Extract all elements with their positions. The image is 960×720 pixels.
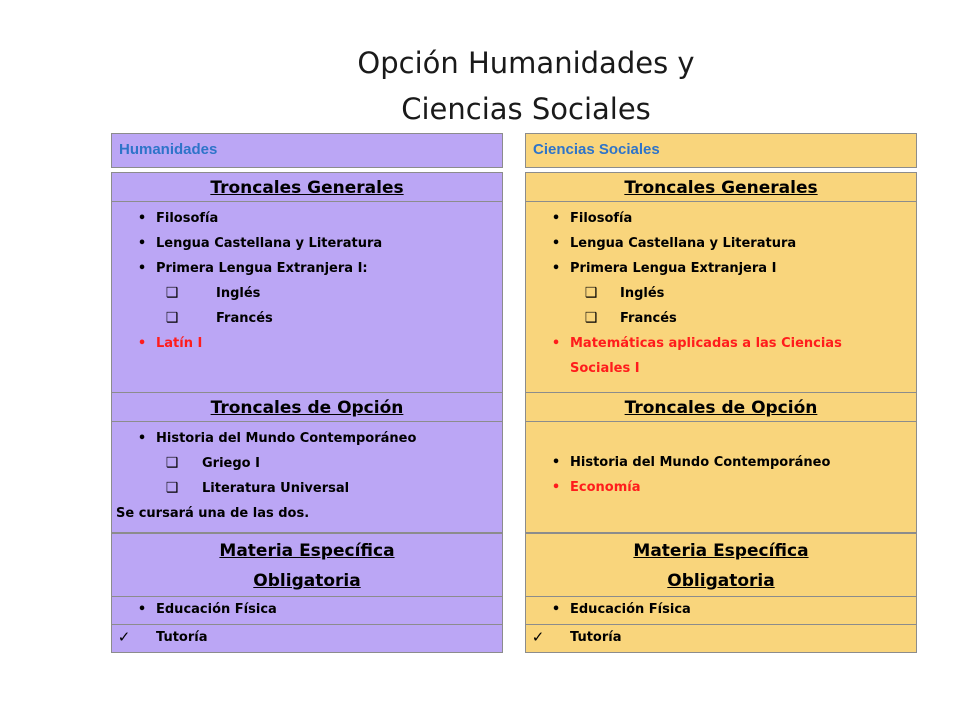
list-sub-item: ❑ Griego I <box>112 451 502 476</box>
round-bullet-icon: • <box>551 236 561 251</box>
page-title <box>0 40 960 132</box>
round-bullet-icon: • <box>551 336 561 351</box>
list-item: • Primera Lengua Extranjera I: <box>112 256 502 281</box>
selection-note: Se cursará una de las dos. <box>116 506 310 521</box>
humanidades-troncales-generales-header <box>111 172 503 203</box>
list-sub-item: ❑ Inglés <box>112 281 502 306</box>
list-sub-item: ❑ Francés <box>526 306 916 331</box>
checkbox-square-icon: ❑ <box>165 285 179 301</box>
list-item: • Lengua Castellana y Literatura <box>112 231 502 256</box>
round-bullet-icon: • <box>137 261 147 276</box>
humanidades-materia-especifica-header <box>111 533 503 597</box>
list-item: • Filosofía <box>112 206 502 231</box>
round-bullet-icon: • <box>137 236 147 251</box>
list-sub-item: ❑ Francés <box>112 306 502 331</box>
checkbox-square-icon: ❑ <box>584 285 598 301</box>
humanidades-tutoria-row <box>111 624 503 653</box>
section-title: Troncales de Opción <box>624 398 818 418</box>
round-bullet-icon: • <box>551 455 561 470</box>
checkbox-square-icon: ❑ <box>165 455 179 471</box>
round-bullet-icon: • <box>551 211 561 226</box>
round-bullet-icon: • <box>551 261 561 276</box>
list-sub-item: ❑ Inglés <box>526 281 916 306</box>
list-item: • Lengua Castellana y Literatura <box>526 231 916 256</box>
ciencias-sociales-materia-especifica-header <box>525 533 917 597</box>
section-title-line2: Obligatoria <box>667 571 775 591</box>
ciencias-sociales-troncales-opcion-list <box>525 421 917 533</box>
round-bullet-icon: • <box>137 336 147 351</box>
list-item: • Primera Lengua Extranjera I <box>526 256 916 281</box>
round-bullet-icon: • <box>137 602 147 617</box>
ciencias-sociales-header <box>525 133 917 168</box>
checkbox-square-icon: ❑ <box>165 310 179 326</box>
list-item: • Filosofía <box>526 206 916 231</box>
ciencias-sociales-tutoria-row <box>525 624 917 653</box>
list-item: • Historia del Mundo Contemporáneo <box>526 450 916 475</box>
list-item-highlight: • Latín I <box>112 331 502 356</box>
section-title-line1: Materia Específica <box>633 541 809 561</box>
humanidades-troncales-opcion-header <box>111 392 503 423</box>
round-bullet-icon: • <box>551 480 561 495</box>
list-item-check: ✓ Tutoría <box>526 625 916 650</box>
checkbox-square-icon: ❑ <box>584 310 598 326</box>
page-title-line2: Ciencias Sociales <box>401 92 651 126</box>
humanidades-troncales-generales-list <box>111 201 503 394</box>
section-title-line2: Obligatoria <box>253 571 361 591</box>
round-bullet-icon: • <box>137 211 147 226</box>
list-item: • Historia del Mundo Contemporáneo <box>112 426 502 451</box>
ciencias-sociales-troncales-generales-header <box>525 172 917 203</box>
list-item-highlight: • Economía <box>526 475 916 500</box>
list-item-check: ✓ Tutoría <box>112 625 502 650</box>
list-item: • Educación Física <box>526 597 916 622</box>
section-title: Troncales de Opción <box>210 398 404 418</box>
list-sub-item: ❑ Literatura Universal <box>112 476 502 501</box>
round-bullet-icon: • <box>551 602 561 617</box>
ciencias-sociales-troncales-opcion-header <box>525 392 917 423</box>
checkmark-icon: ✓ <box>531 628 545 646</box>
humanidades-header <box>111 133 503 168</box>
section-title: Troncales Generales <box>210 178 404 198</box>
ciencias-sociales-troncales-generales-list <box>525 201 917 394</box>
checkmark-icon: ✓ <box>117 628 131 646</box>
humanidades-header-label: Humanidades <box>119 141 218 158</box>
ciencias-sociales-educacion-fisica-row <box>525 596 917 625</box>
round-bullet-icon: • <box>137 431 147 446</box>
section-title: Troncales Generales <box>624 178 818 198</box>
list-item: • Educación Física <box>112 597 502 622</box>
checkbox-square-icon: ❑ <box>165 480 179 496</box>
humanidades-educacion-fisica-row <box>111 596 503 625</box>
page-title-line1: Opción Humanidades y <box>357 46 695 80</box>
ciencias-sociales-header-label: Ciencias Sociales <box>533 141 660 158</box>
section-title-line1: Materia Específica <box>219 541 395 561</box>
list-item-highlight: • Matemáticas aplicadas a las Ciencias Sociales I <box>526 331 916 381</box>
humanidades-troncales-opcion-list <box>111 421 503 533</box>
